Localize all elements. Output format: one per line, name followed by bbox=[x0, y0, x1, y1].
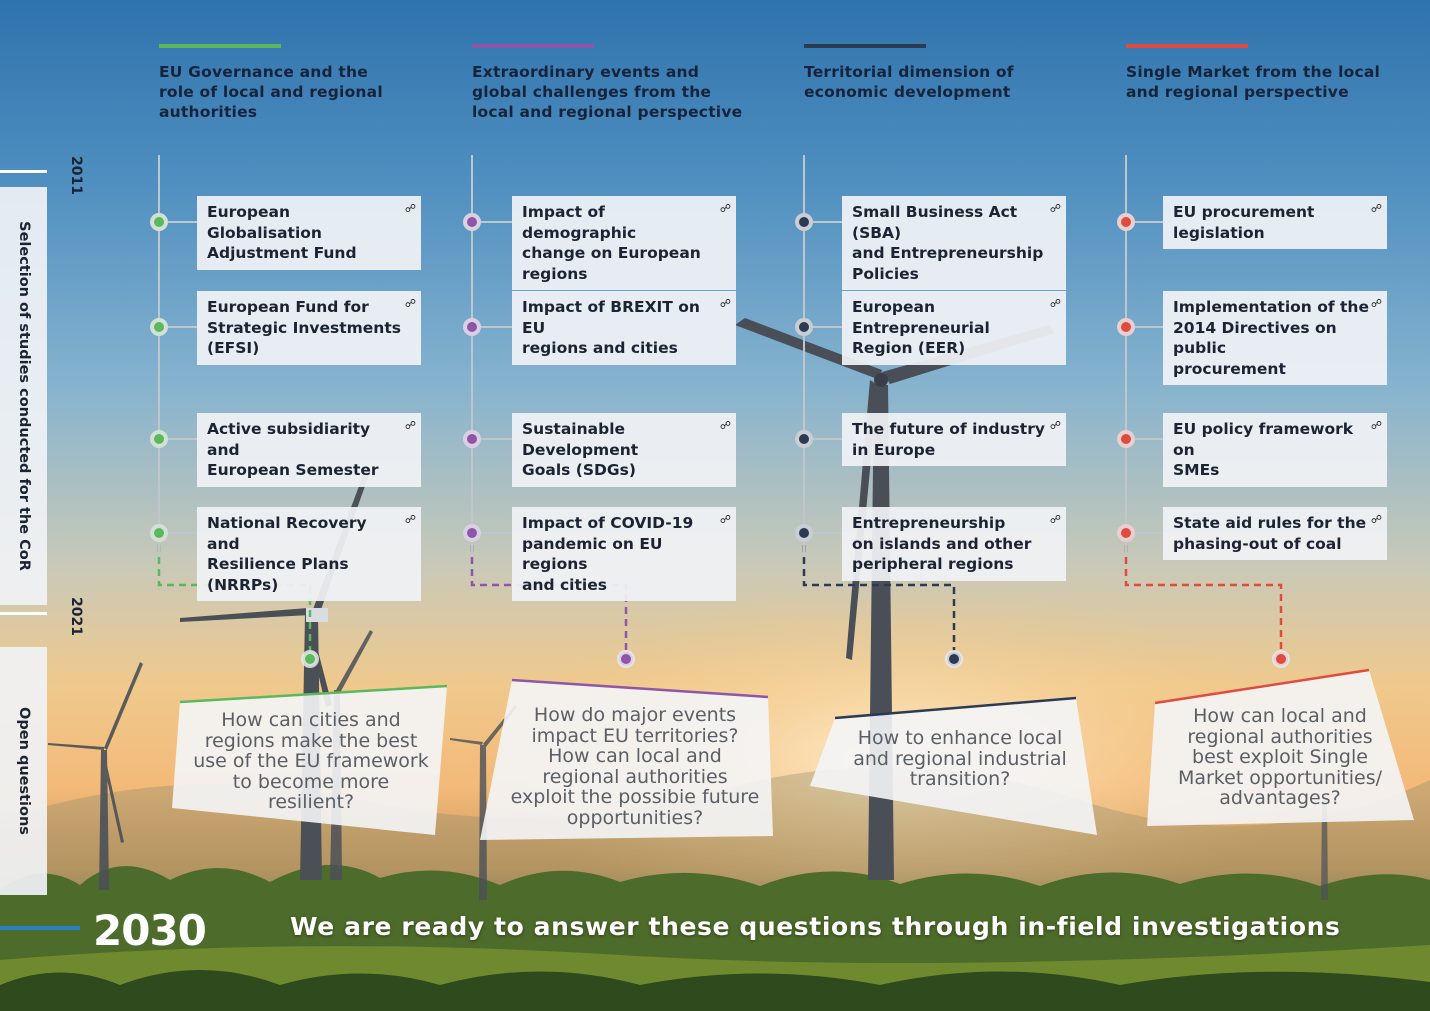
open-question-line: How do major events bbox=[533, 704, 737, 726]
timeline-node bbox=[1117, 318, 1135, 336]
study-title-line: Goals (SDGs) bbox=[522, 461, 636, 479]
open-question bbox=[840, 728, 1080, 790]
column-color-bar bbox=[159, 44, 281, 48]
link-icon[interactable]: ☍ bbox=[404, 297, 416, 310]
open-question bbox=[186, 710, 436, 813]
open-question-line: impact EU territories? bbox=[531, 724, 739, 747]
footer-year: 2030 bbox=[93, 906, 206, 955]
study-title-line: regions and cities bbox=[522, 339, 678, 357]
open-question-line: Market opportunities/ bbox=[1177, 766, 1383, 789]
column-heading bbox=[472, 62, 742, 122]
study-title-line: Entrepreneurship bbox=[852, 514, 1006, 532]
timeline-node bbox=[463, 430, 481, 448]
column-color-bar bbox=[804, 44, 926, 48]
study-card[interactable] bbox=[512, 413, 736, 487]
timeline-node bbox=[1117, 430, 1135, 448]
timeline-node bbox=[795, 524, 813, 542]
study-title-line: Impact of COVID-19 bbox=[522, 514, 694, 532]
study-card[interactable] bbox=[1163, 507, 1387, 560]
question-node bbox=[619, 652, 633, 666]
link-icon[interactable]: ☍ bbox=[1370, 513, 1382, 526]
study-card[interactable] bbox=[197, 507, 421, 601]
study-card[interactable] bbox=[842, 413, 1066, 466]
open-question-line: use of the EU framework bbox=[193, 750, 429, 772]
open-question-line: transition? bbox=[909, 768, 1011, 790]
link-icon[interactable]: ☍ bbox=[719, 513, 731, 526]
open-question-line: to become more bbox=[232, 770, 390, 793]
study-title-line: Implementation of the bbox=[1173, 298, 1369, 316]
open-question-line: advantages? bbox=[1219, 787, 1341, 809]
study-title-line: European Entrepreneurial bbox=[852, 298, 990, 337]
column-heading-line: local and regional perspective bbox=[472, 103, 743, 121]
open-question-line: exploit the possibie future bbox=[510, 786, 760, 808]
link-icon[interactable]: ☍ bbox=[404, 419, 416, 432]
timeline-node bbox=[463, 318, 481, 336]
column-heading-line: and regional perspective bbox=[1126, 83, 1349, 101]
study-title-line: Impact of demographic bbox=[522, 203, 637, 242]
study-card[interactable] bbox=[197, 196, 421, 270]
column-heading-line: Territorial dimension of bbox=[804, 63, 1014, 81]
timeline-node bbox=[1117, 524, 1135, 542]
study-title-line: The future of industry bbox=[852, 420, 1045, 438]
study-title-line: Sustainable Development bbox=[522, 420, 639, 459]
timeline-node bbox=[150, 430, 168, 448]
study-title-line: Adjustment Fund bbox=[207, 244, 357, 262]
column-color-bar bbox=[1126, 44, 1248, 48]
study-title-line: EU procurement bbox=[1173, 203, 1315, 221]
link-icon[interactable]: ☍ bbox=[719, 419, 731, 432]
dashed-connector bbox=[1126, 545, 1281, 651]
column-heading-line: economic development bbox=[804, 83, 1011, 101]
open-question-line: regional authorities bbox=[542, 765, 728, 788]
study-card[interactable] bbox=[512, 291, 736, 365]
footer-accent-line bbox=[0, 926, 80, 930]
study-title-line: Strategic Investments bbox=[207, 318, 401, 337]
link-icon[interactable]: ☍ bbox=[1049, 297, 1061, 310]
timeline-node bbox=[795, 430, 813, 448]
study-title-line: Small Business Act (SBA) bbox=[852, 203, 1018, 242]
link-icon[interactable]: ☍ bbox=[1049, 202, 1061, 215]
column-heading-line: EU Governance and the bbox=[159, 63, 368, 81]
study-title-line: peripheral regions bbox=[852, 555, 1014, 573]
link-icon[interactable]: ☍ bbox=[404, 202, 416, 215]
open-question-line: best exploit Single bbox=[1192, 746, 1368, 768]
column-color-bar bbox=[472, 44, 594, 48]
study-title-line: State aid rules for the bbox=[1173, 514, 1367, 532]
study-title-line: Impact of BREXIT on EU bbox=[522, 298, 700, 337]
open-question-line: How can cities and bbox=[221, 709, 401, 731]
study-card[interactable] bbox=[1163, 413, 1387, 487]
study-title-line: Policies bbox=[852, 264, 919, 283]
study-title-line: Active subsidiarity and bbox=[207, 420, 371, 459]
study-title-line: 2014 Directives on public bbox=[1173, 318, 1337, 357]
study-card[interactable] bbox=[197, 291, 421, 365]
timeline-node bbox=[463, 213, 481, 231]
column-heading bbox=[1126, 62, 1380, 102]
study-card[interactable] bbox=[512, 507, 736, 601]
year-start-label: 2011 bbox=[68, 156, 84, 195]
study-title-line: (EFSI) bbox=[207, 339, 260, 357]
study-card[interactable] bbox=[1163, 291, 1387, 385]
year-end-label: 2021 bbox=[68, 597, 84, 636]
link-icon[interactable]: ☍ bbox=[1370, 297, 1382, 310]
study-card[interactable] bbox=[197, 413, 421, 487]
column-heading bbox=[159, 62, 383, 122]
study-title-line: National Recovery and bbox=[207, 514, 367, 553]
column-heading bbox=[804, 62, 1014, 102]
link-icon[interactable]: ☍ bbox=[1049, 419, 1061, 432]
study-title-line: European Fund for bbox=[207, 298, 369, 316]
column-heading-line: Extraordinary events and bbox=[472, 63, 700, 81]
study-title-line: and Entrepreneurship bbox=[852, 244, 1044, 262]
study-card[interactable] bbox=[842, 196, 1066, 290]
study-card[interactable] bbox=[1163, 196, 1387, 249]
study-card[interactable] bbox=[842, 291, 1066, 365]
study-title-line: change on European bbox=[522, 244, 701, 262]
study-card[interactable] bbox=[842, 507, 1066, 581]
study-title-line: and cities bbox=[522, 575, 607, 594]
column-heading-line: role of local and regional bbox=[159, 83, 383, 101]
open-question bbox=[1160, 706, 1400, 809]
timeline-node bbox=[150, 524, 168, 542]
column-heading-line: Single Market from the local bbox=[1126, 63, 1381, 81]
link-icon[interactable]: ☍ bbox=[1049, 513, 1061, 526]
open-question bbox=[500, 705, 770, 828]
open-question-line: opportunities? bbox=[566, 806, 704, 829]
timeline-node bbox=[150, 318, 168, 336]
study-title-line: EU policy framework on bbox=[1173, 420, 1354, 459]
study-title-line: Region (EER) bbox=[852, 339, 966, 357]
question-node bbox=[947, 652, 961, 666]
question-node bbox=[1274, 652, 1288, 666]
timeline-node bbox=[795, 213, 813, 231]
link-icon[interactable]: ☍ bbox=[719, 202, 731, 215]
open-question-line: regions make the best bbox=[204, 729, 418, 752]
study-title-line: procurement bbox=[1173, 359, 1286, 378]
study-title-line: in Europe bbox=[852, 440, 936, 459]
open-question-line: regional authorities bbox=[1187, 725, 1373, 748]
study-title-line: on islands and other bbox=[852, 534, 1032, 553]
open-question-line: resilient? bbox=[267, 791, 355, 813]
timeline-node bbox=[795, 318, 813, 336]
link-icon[interactable]: ☍ bbox=[404, 513, 416, 526]
open-question-line: How to enhance local bbox=[857, 727, 1063, 749]
study-title-line: European Globalisation bbox=[207, 203, 322, 242]
footer-message: We are ready to answer these questions through in-field investigations bbox=[290, 912, 1341, 941]
timeline-node bbox=[1117, 213, 1135, 231]
study-card[interactable] bbox=[512, 196, 736, 290]
study-title-line: Resilience Plans (NRRPs) bbox=[207, 555, 349, 594]
column-heading-line: global challenges from the bbox=[472, 83, 712, 101]
link-icon[interactable]: ☍ bbox=[1370, 202, 1382, 215]
open-question-line: How can local and bbox=[548, 745, 722, 767]
open-question-line: and regional industrial bbox=[853, 747, 1067, 770]
question-node bbox=[303, 652, 317, 666]
link-icon[interactable]: ☍ bbox=[1370, 419, 1382, 432]
study-title-line: legislation bbox=[1173, 223, 1265, 242]
timeline-node bbox=[150, 213, 168, 231]
study-title-line: phasing-out of coal bbox=[1173, 534, 1342, 553]
open-questions-label: Open questions bbox=[15, 707, 32, 835]
link-icon[interactable]: ☍ bbox=[719, 297, 731, 310]
study-title-line: SMEs bbox=[1173, 461, 1220, 479]
timeline-node bbox=[463, 524, 481, 542]
selection-label: Selection of studies conducted for the CoR bbox=[15, 221, 32, 571]
study-title-line: pandemic on EU regions bbox=[522, 534, 663, 573]
study-title-line: European Semester bbox=[207, 461, 379, 479]
column-heading-line: authorities bbox=[159, 103, 258, 121]
open-question-line: How can local and bbox=[1193, 705, 1367, 727]
study-title-line: regions bbox=[522, 264, 588, 283]
